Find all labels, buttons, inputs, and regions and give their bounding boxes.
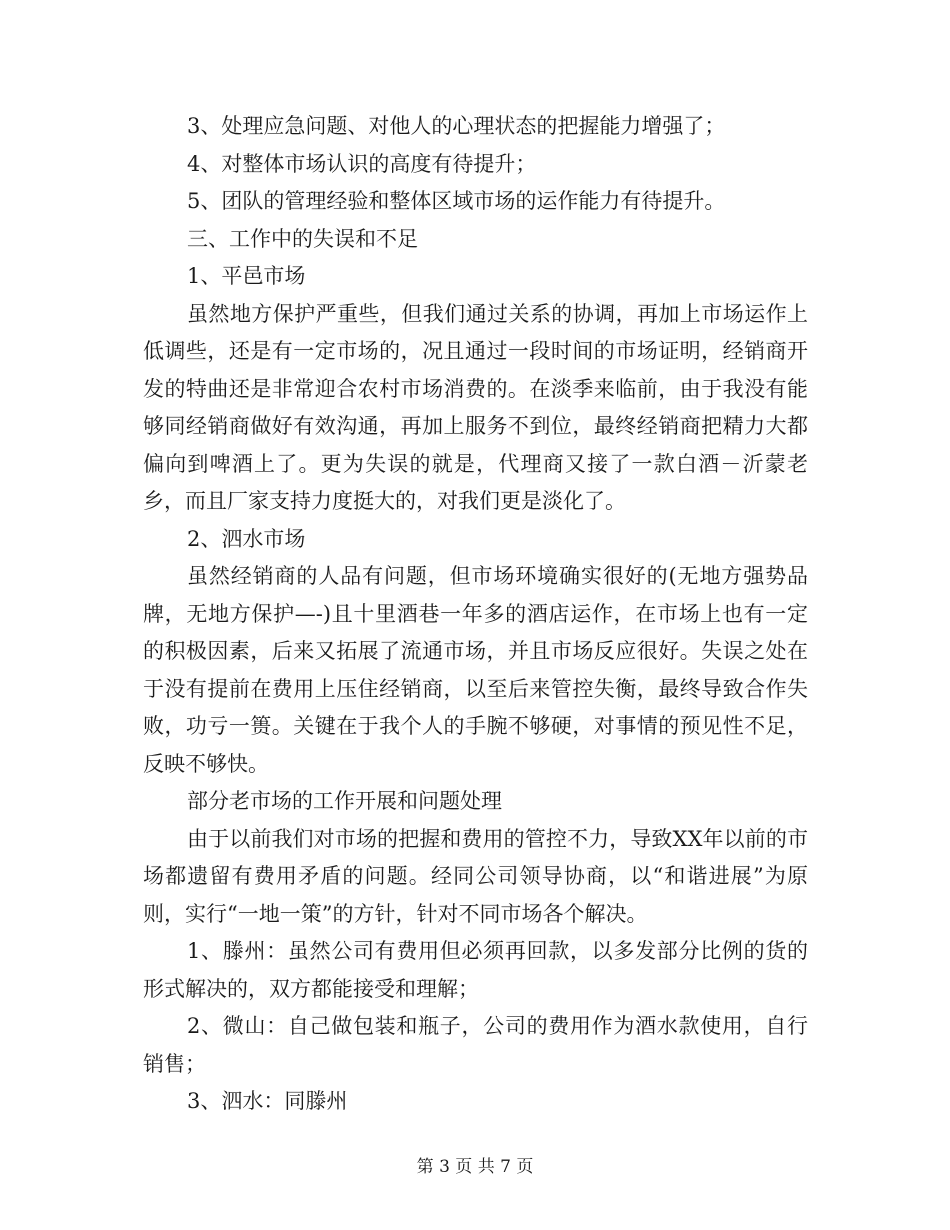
paragraph: 虽然地方保护严重些，但我们通过关系的协调，再加上市场运作上低调些，还是有一定市场的，况且通过一段时间的市场证明，经销商开发的特曲还是非常迎合农村市场消费的。在淡季来临前，由于我没有能够同经销商做好有效沟通，再加上服务不到位，最终经销商把精力大都偏向到啤酒上了。更为失误的就是，代理商又接了一款白酒－沂蒙老乡，而且厂家支持力度挺大的，对我们更是淡化了。 <box>143 301 808 513</box>
section-heading: 部分老市场的工作开展和问题处理 <box>187 789 502 813</box>
subsection-heading: 2、泗水市场 <box>187 526 306 551</box>
paragraph: 2、微山：自己做包装和瓶子，公司的费用作为酒水款使用，自行销售； <box>143 1014 808 1076</box>
subsection-heading: 1、平邑市场 <box>187 264 306 288</box>
page-number-footer: 第 3 页 共 7 页 <box>416 1157 534 1177</box>
paragraph: 3、处理应急问题、对他人的心理状态的把握能力增强了； <box>187 114 726 138</box>
section-heading: 三、工作中的失误和不足 <box>187 226 418 251</box>
paragraph: 5、团队的管理经验和整体区域市场的运作能力有待提升。 <box>187 189 726 213</box>
document-body <box>143 108 808 1121</box>
paragraph: 3、泗水：同滕州 <box>187 1089 348 1113</box>
paragraph: 虽然经销商的人品有问题，但市场环境确实很好的(无地方强势品牌，无地方保护—-)且十里酒巷一年多的酒店运作，在市场上也有一定的积极因素，后来又拓展了流通市场，并且市场反应很好。失误之处在于没有提前在费用上压住经销商，以至后来管控失衡，最终导致合作失败，功亏一篑。关键在于我个人的手腕不够硬，对事情的预见性不足，反映不够快。 <box>143 564 808 776</box>
paragraph: 1、滕州：虽然公司有费用但必须再回款，以多发部分比例的货的形式解决的，双方都能接受和理解； <box>143 939 808 1001</box>
paragraph: 由于以前我们对市场的把握和费用的管控不力，导致XX年以前的市场都遗留有费用矛盾的问题。经同公司领导协商，以“和谐进展”为原则，实行“一地一策”的方针，针对不同市场各个解决。 <box>143 826 808 926</box>
paragraph: 4、对整体市场认识的高度有待提升； <box>187 151 537 176</box>
